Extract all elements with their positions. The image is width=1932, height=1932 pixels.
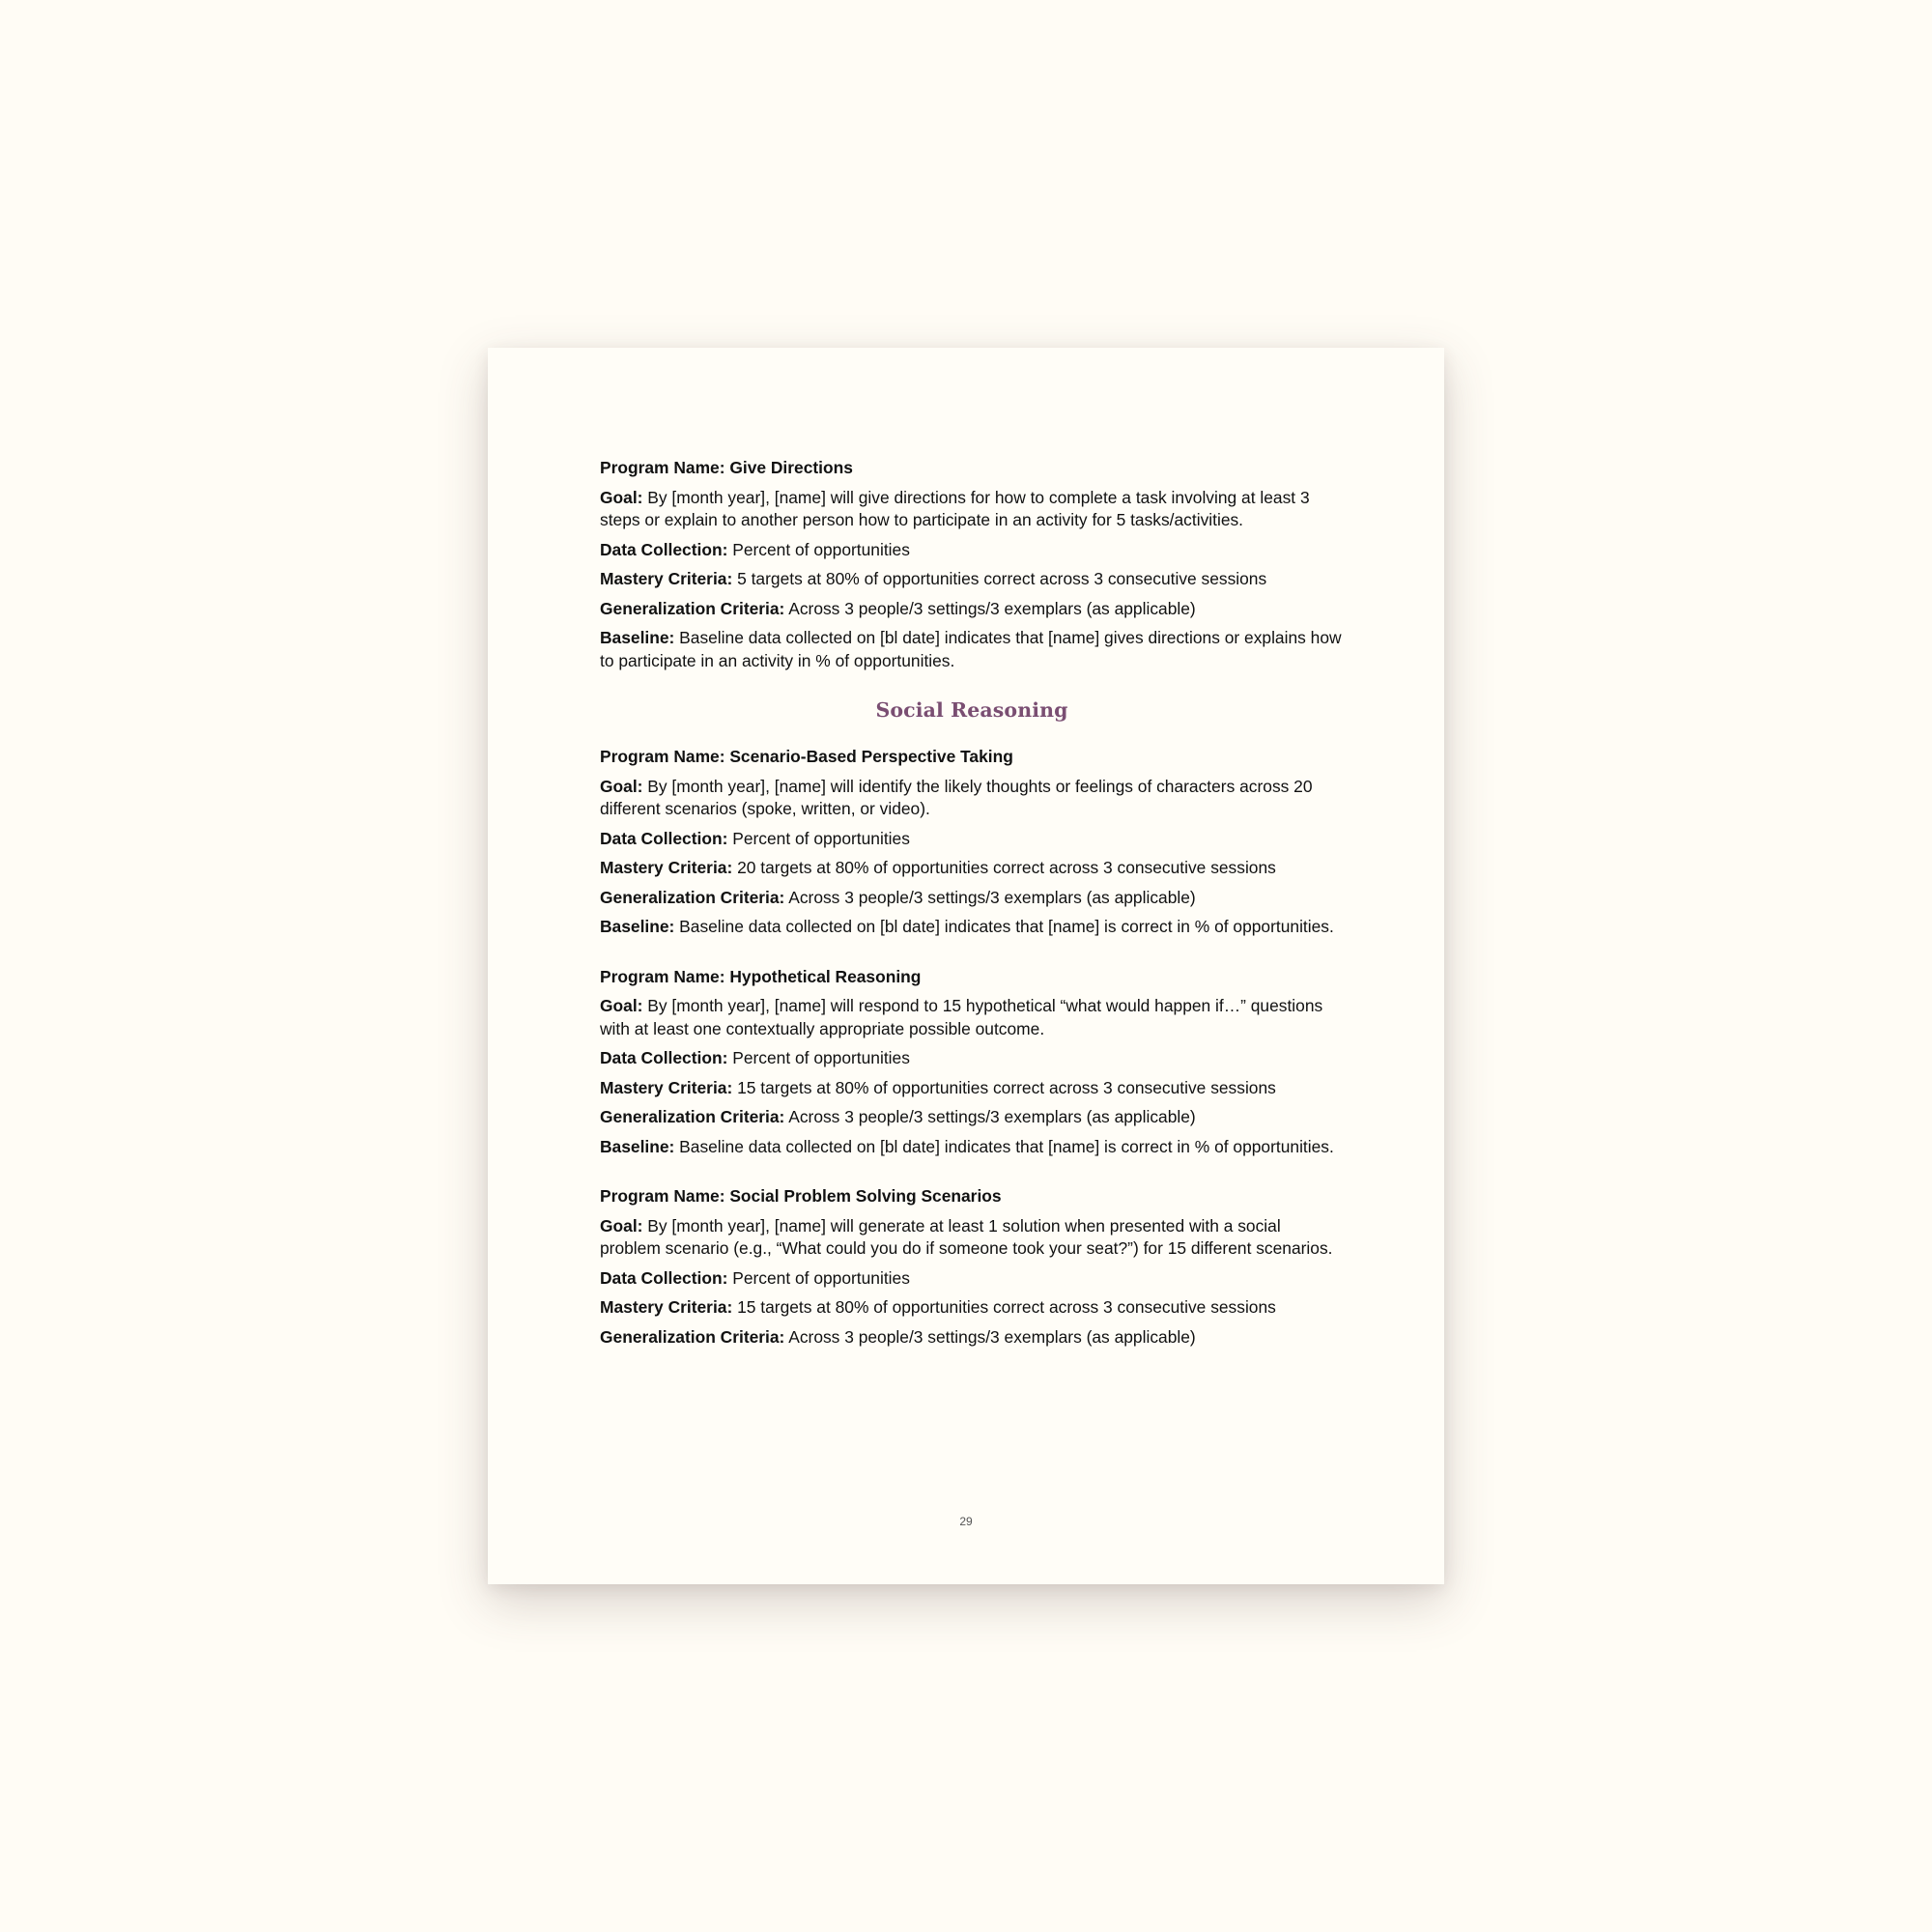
- program-name: Program Name: Give Directions: [600, 458, 853, 477]
- field-text: Across 3 people/3 settings/3 exemplars (as applicable): [788, 1326, 1196, 1347]
- field-label: Data Collection:: [600, 1048, 728, 1067]
- program-name: Program Name: Social Problem Solving Scenarios: [600, 1186, 1002, 1206]
- field-label: Mastery Criteria:: [600, 1297, 733, 1317]
- field-text: Across 3 people/3 settings/3 exemplars (as applicable): [788, 887, 1196, 907]
- field-text: 20 targets at 80% of opportunities correct across 3 consecutive sessions: [737, 858, 1276, 877]
- document-page: [488, 348, 1444, 1584]
- program-social-problem-solving-scenarios: [600, 1185, 1344, 1349]
- field-text: Percent of opportunities: [732, 1267, 910, 1288]
- program-give-directions: [600, 457, 1344, 672]
- field-label: Baseline:: [600, 628, 675, 647]
- data-collection-field: [600, 539, 1344, 562]
- mastery-criteria-field: [600, 1296, 1344, 1320]
- mastery-criteria-field: [600, 568, 1344, 591]
- generalization-criteria-field: [600, 1326, 1344, 1350]
- field-text: By [month year], [name] will give directions for how to complete a task involving at least 3 steps or explain to another person how to participate in an activity for 5 tasks/activities.: [600, 487, 1310, 529]
- mastery-criteria-field: [600, 857, 1344, 880]
- field-label: Goal:: [600, 487, 643, 507]
- field-text: 5 targets at 80% of opportunities correct across 3 consecutive sessions: [737, 569, 1267, 588]
- field-label: Generalization Criteria:: [600, 887, 785, 907]
- baseline-field: [600, 627, 1344, 672]
- field-text: Baseline data collected on [bl date] indicates that [name] is correct in % of opportunities.: [679, 917, 1334, 936]
- field-label: Goal:: [600, 1215, 643, 1236]
- section-heading-social-reasoning: Social Reasoning: [875, 698, 1068, 722]
- program-hypothetical-reasoning: [600, 966, 1344, 1159]
- baseline-field: [600, 916, 1344, 939]
- goal-field: [600, 776, 1344, 821]
- field-text: Baseline data collected on [bl date] indicates that [name] is correct in % of opportunities.: [679, 1136, 1334, 1156]
- page-number: 29: [959, 1515, 973, 1528]
- field-label: Data Collection:: [600, 539, 728, 559]
- field-text: Across 3 people/3 settings/3 exemplars (as applicable): [788, 598, 1196, 618]
- program-name: Program Name: Hypothetical Reasoning: [600, 966, 922, 986]
- field-label: Baseline:: [600, 1136, 675, 1156]
- field-label: Data Collection:: [600, 828, 728, 848]
- field-text: Percent of opportunities: [732, 1048, 910, 1067]
- field-label: Goal:: [600, 996, 643, 1015]
- goal-field: [600, 995, 1344, 1040]
- generalization-criteria-field: [600, 1106, 1344, 1129]
- program-scenario-based-perspective-taking: [600, 746, 1344, 939]
- field-text: By [month year], [name] will generate at least 1 solution when presented with a social problem scenario (e.g., “What could you do if someone took your seat?”) for 15 different scenarios.: [600, 1215, 1333, 1258]
- field-label: Goal:: [600, 776, 643, 796]
- data-collection-field: [600, 828, 1344, 851]
- field-label: Generalization Criteria:: [600, 598, 785, 618]
- page-content: [600, 457, 1344, 1349]
- generalization-criteria-field: [600, 887, 1344, 910]
- goal-field: [600, 487, 1344, 532]
- data-collection-field: [600, 1047, 1344, 1070]
- field-label: Generalization Criteria:: [600, 1107, 785, 1126]
- data-collection-field: [600, 1267, 1344, 1291]
- field-label: Mastery Criteria:: [600, 1077, 733, 1097]
- baseline-field: [600, 1136, 1344, 1159]
- field-text: By [month year], [name] will respond to 15 hypothetical “what would happen if…” questions with at least one contextually appropriate possible outcome.: [600, 996, 1323, 1038]
- field-label: Mastery Criteria:: [600, 569, 733, 588]
- field-text: Percent of opportunities: [732, 539, 910, 559]
- field-text: By [month year], [name] will identify the likely thoughts or feelings of characters across 20 different scenarios (spoke, written, or video).: [600, 776, 1313, 818]
- mastery-criteria-field: [600, 1077, 1344, 1100]
- field-text: Across 3 people/3 settings/3 exemplars (as applicable): [788, 1107, 1196, 1126]
- field-label: Mastery Criteria:: [600, 858, 733, 877]
- goal-field: [600, 1215, 1344, 1261]
- generalization-criteria-field: [600, 598, 1344, 621]
- field-text: Baseline data collected on [bl date] indicates that [name] gives directions or explains how to participate in an activity in % of opportunities.: [600, 628, 1342, 670]
- field-text: 15 targets at 80% of opportunities correct across 3 consecutive sessions: [737, 1297, 1276, 1317]
- field-label: Baseline:: [600, 917, 675, 936]
- field-text: Percent of opportunities: [732, 828, 910, 848]
- field-text: 15 targets at 80% of opportunities correct across 3 consecutive sessions: [737, 1077, 1276, 1097]
- field-label: Generalization Criteria:: [600, 1326, 785, 1347]
- field-label: Data Collection:: [600, 1267, 728, 1288]
- program-name: Program Name: Scenario-Based Perspective Taking: [600, 747, 1013, 766]
